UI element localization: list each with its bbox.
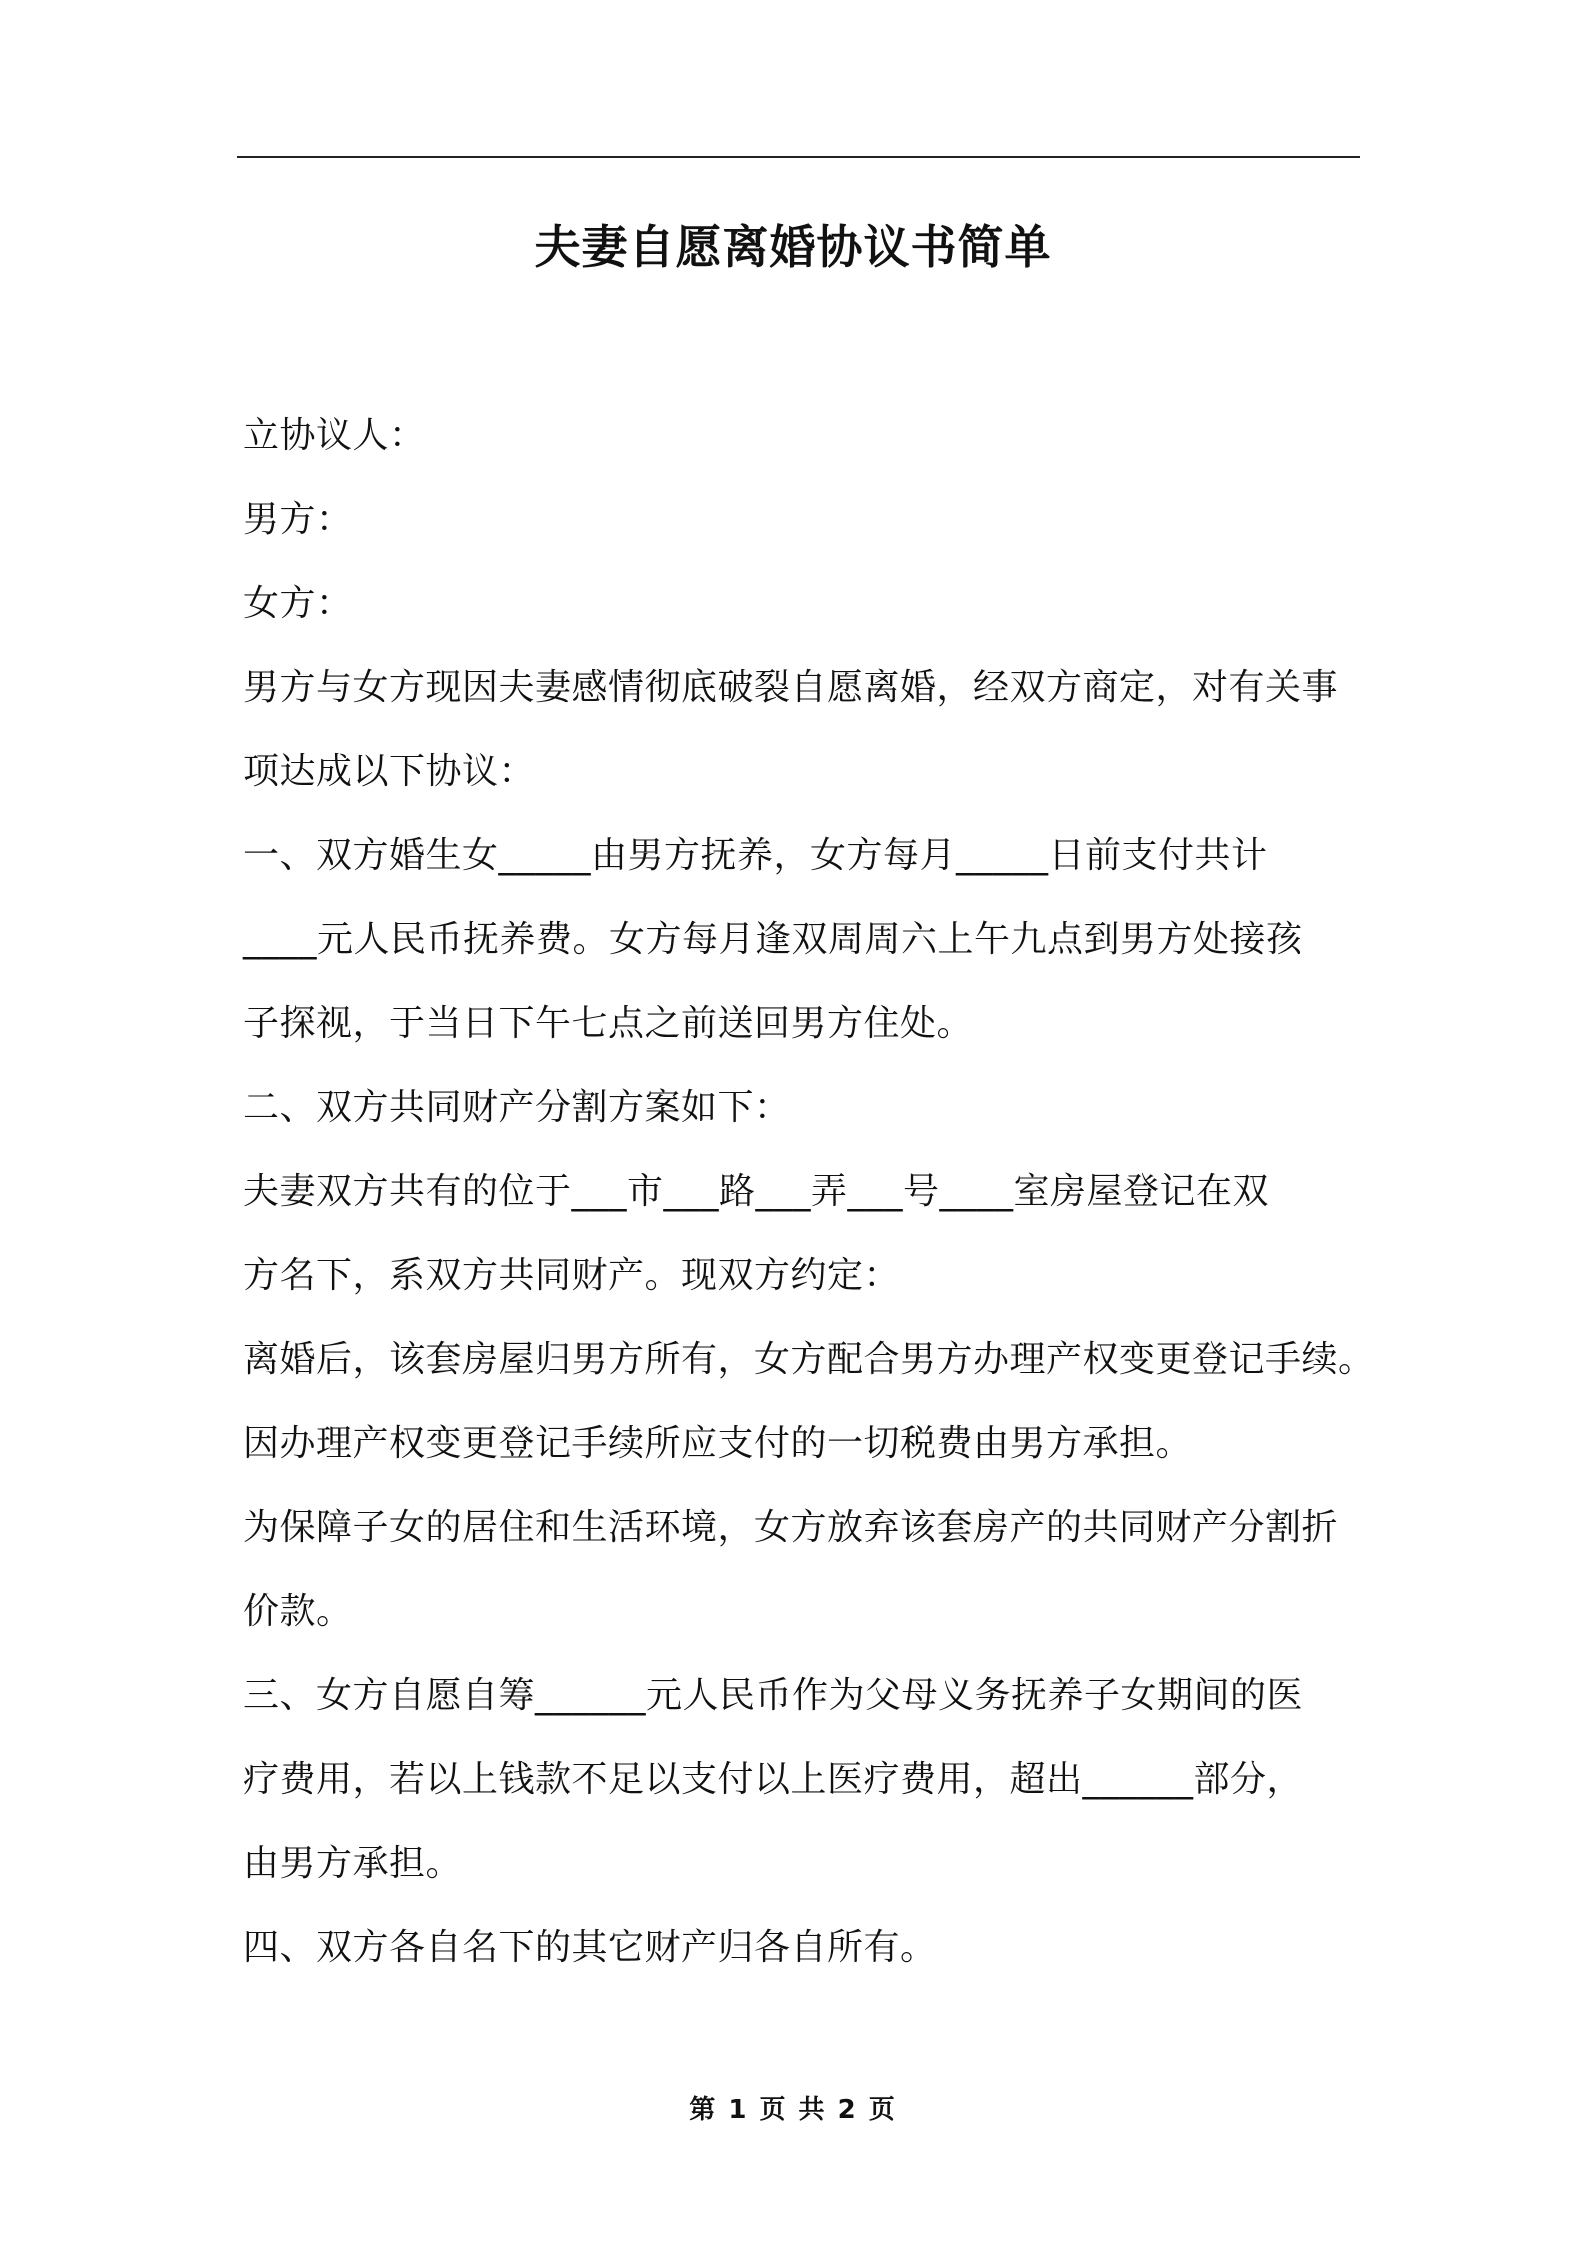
- body-line: 离婚后，该套房屋归男方所有，女方配合男方办理产权变更登记手续。: [243, 1339, 1375, 1380]
- body-line: 一、双方婚生女_____由男方抚养，女方每月_____日前支付共计: [243, 835, 1268, 876]
- body-line: 为保障子女的居住和生活环境，女方放弃该套房产的共同财产分割折: [243, 1507, 1339, 1548]
- body-line: 疗费用，若以上钱款不足以支付以上医疗费用，超出______部分，: [243, 1759, 1304, 1800]
- body-line: 因办理产权变更登记手续所应支付的一切税费由男方承担。: [243, 1423, 1193, 1464]
- body-line: 男方与女方现因夫妻感情彻底破裂自愿离婚，经双方商定，对有关事: [243, 667, 1339, 708]
- body-line: 四、双方各自名下的其它财产归各自所有。: [243, 1927, 937, 1968]
- body-line: 女方：: [243, 583, 353, 624]
- body-line: ____元人民币抚养费。女方每月逢双周周六上午九点到男方处接孩: [243, 919, 1303, 960]
- page-number: 第 1 页 共 2 页: [689, 2095, 897, 2125]
- body-line: 价款。: [243, 1591, 353, 1632]
- body-line: 方名下，系双方共同财产。现双方约定：: [243, 1255, 901, 1296]
- document-title: 夫妻自愿离婚协议书简单: [534, 220, 1052, 274]
- body-line: 由男方承担。: [243, 1843, 463, 1884]
- header-rule: [237, 156, 1360, 158]
- body-line: 子探视，于当日下午七点之前送回男方住处。: [243, 1003, 974, 1044]
- body-line: 项达成以下协议：: [243, 751, 536, 792]
- body-line: 立协议人：: [243, 415, 426, 456]
- body-line: 三、女方自愿自筹______元人民币作为父母义务抚养子女期间的医: [243, 1675, 1304, 1716]
- body-line: 二、双方共同财产分割方案如下：: [243, 1087, 791, 1128]
- body-line: 男方：: [243, 499, 353, 540]
- body-line: 夫妻双方共有的位于___市___路___弄___号____室房屋登记在双: [243, 1171, 1270, 1212]
- document-body: [243, 394, 1375, 1990]
